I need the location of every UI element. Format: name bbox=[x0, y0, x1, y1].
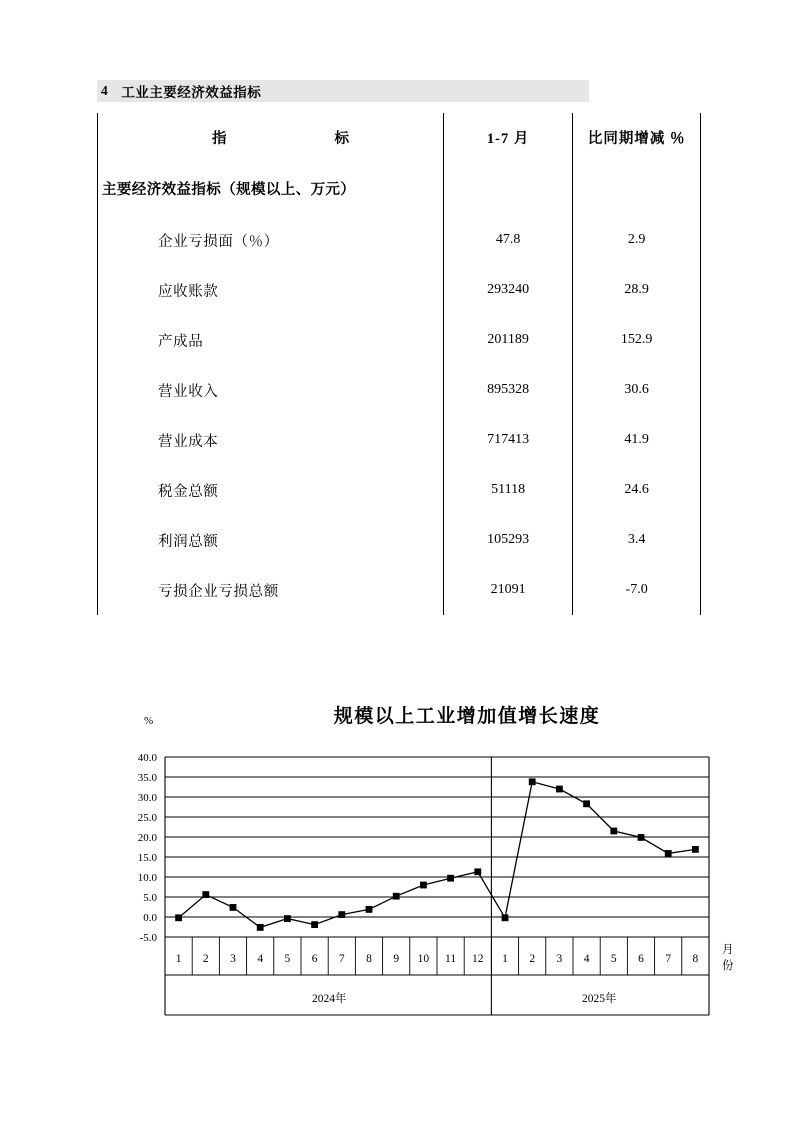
row-label: 亏损企业亏损总额 bbox=[98, 565, 444, 615]
column-header-change: 比同期增减 ％ bbox=[573, 113, 701, 161]
svg-text:15.0: 15.0 bbox=[137, 852, 157, 864]
svg-text:20.0: 20.0 bbox=[137, 832, 157, 844]
svg-text:-5.0: -5.0 bbox=[139, 932, 157, 944]
table-row bbox=[98, 565, 701, 615]
chart-group-label-2024: 2024年 bbox=[312, 993, 347, 1005]
svg-text:3: 3 bbox=[230, 953, 236, 965]
table-row bbox=[98, 265, 701, 315]
section-number: 4 bbox=[101, 83, 109, 98]
svg-text:7: 7 bbox=[665, 953, 672, 965]
row-change: 3.4 bbox=[573, 515, 701, 565]
svg-text:1: 1 bbox=[502, 953, 508, 965]
row-change: 24.6 bbox=[573, 465, 701, 515]
svg-text:25.0: 25.0 bbox=[137, 812, 157, 824]
table-row bbox=[98, 415, 701, 465]
row-change: 30.6 bbox=[573, 365, 701, 415]
svg-text:2: 2 bbox=[202, 953, 209, 965]
chart-title: 规模以上工业增加值增长速度 bbox=[333, 706, 601, 727]
svg-text:1: 1 bbox=[175, 953, 182, 965]
row-change: -7.0 bbox=[573, 565, 701, 615]
row-label: 税金总额 bbox=[98, 465, 444, 515]
table-group-row bbox=[98, 161, 701, 215]
svg-text:35.0: 35.0 bbox=[137, 772, 157, 784]
svg-text:5: 5 bbox=[284, 953, 291, 965]
table-row bbox=[98, 215, 701, 265]
table-row bbox=[98, 465, 701, 515]
chart-group-label-2025: 2025年 bbox=[582, 993, 617, 1005]
svg-text:10: 10 bbox=[417, 953, 430, 965]
row-change: 152.9 bbox=[573, 315, 701, 365]
row-value: 895328 bbox=[444, 365, 573, 415]
row-value: 105293 bbox=[444, 515, 573, 565]
economic-indicators-table bbox=[97, 113, 701, 615]
svg-text:6: 6 bbox=[311, 953, 318, 965]
section-heading bbox=[97, 80, 589, 102]
row-label: 企业亏损面（％） bbox=[98, 215, 444, 265]
svg-text:6: 6 bbox=[638, 953, 644, 965]
table-row bbox=[98, 315, 701, 365]
row-label: 营业成本 bbox=[98, 415, 444, 465]
svg-text:4: 4 bbox=[583, 953, 590, 965]
svg-text:0.0: 0.0 bbox=[143, 912, 157, 924]
svg-text:11: 11 bbox=[445, 953, 457, 965]
row-change: 41.9 bbox=[573, 415, 701, 465]
row-value: 201189 bbox=[444, 315, 573, 365]
chart-plot-area bbox=[97, 745, 717, 1035]
group-label: 主要经济效益指标（规模以上、万元） bbox=[98, 161, 444, 215]
svg-text:2: 2 bbox=[529, 953, 536, 965]
row-value: 51118 bbox=[444, 465, 573, 515]
column-header-indicator: 指 标 bbox=[98, 113, 444, 161]
growth-rate-chart bbox=[97, 695, 734, 1035]
svg-text:4: 4 bbox=[257, 953, 264, 965]
svg-text:10.0: 10.0 bbox=[137, 872, 157, 884]
svg-text:12: 12 bbox=[472, 953, 484, 965]
group-value bbox=[444, 161, 573, 215]
svg-text:8: 8 bbox=[692, 953, 699, 965]
section-title: 工业主要经济效益指标 bbox=[121, 85, 262, 100]
row-change: 28.9 bbox=[573, 265, 701, 315]
svg-text:30.0: 30.0 bbox=[137, 792, 157, 804]
table-row bbox=[98, 515, 701, 565]
row-label: 应收账款 bbox=[98, 265, 444, 315]
row-value: 47.8 bbox=[444, 215, 573, 265]
svg-text:5: 5 bbox=[610, 953, 617, 965]
svg-text:8: 8 bbox=[366, 953, 372, 965]
row-label: 营业收入 bbox=[98, 365, 444, 415]
group-change bbox=[573, 161, 701, 215]
table-header-row bbox=[98, 113, 701, 161]
row-label: 产成品 bbox=[98, 315, 444, 365]
row-value: 293240 bbox=[444, 265, 573, 315]
table-row bbox=[98, 365, 701, 415]
row-value: 717413 bbox=[444, 415, 573, 465]
row-label: 利润总额 bbox=[98, 515, 444, 565]
row-value: 21091 bbox=[444, 565, 573, 615]
svg-text:7: 7 bbox=[338, 953, 345, 965]
row-change: 2.9 bbox=[573, 215, 701, 265]
svg-text:5.0: 5.0 bbox=[143, 892, 157, 904]
column-header-value: 1-7 月 bbox=[444, 113, 573, 161]
svg-text:9: 9 bbox=[393, 953, 400, 965]
svg-text:40.0: 40.0 bbox=[137, 752, 157, 764]
svg-text:3: 3 bbox=[556, 953, 563, 965]
chart-y-axis-unit: % bbox=[144, 715, 154, 727]
chart-x-axis-unit: 月份 bbox=[722, 944, 734, 972]
